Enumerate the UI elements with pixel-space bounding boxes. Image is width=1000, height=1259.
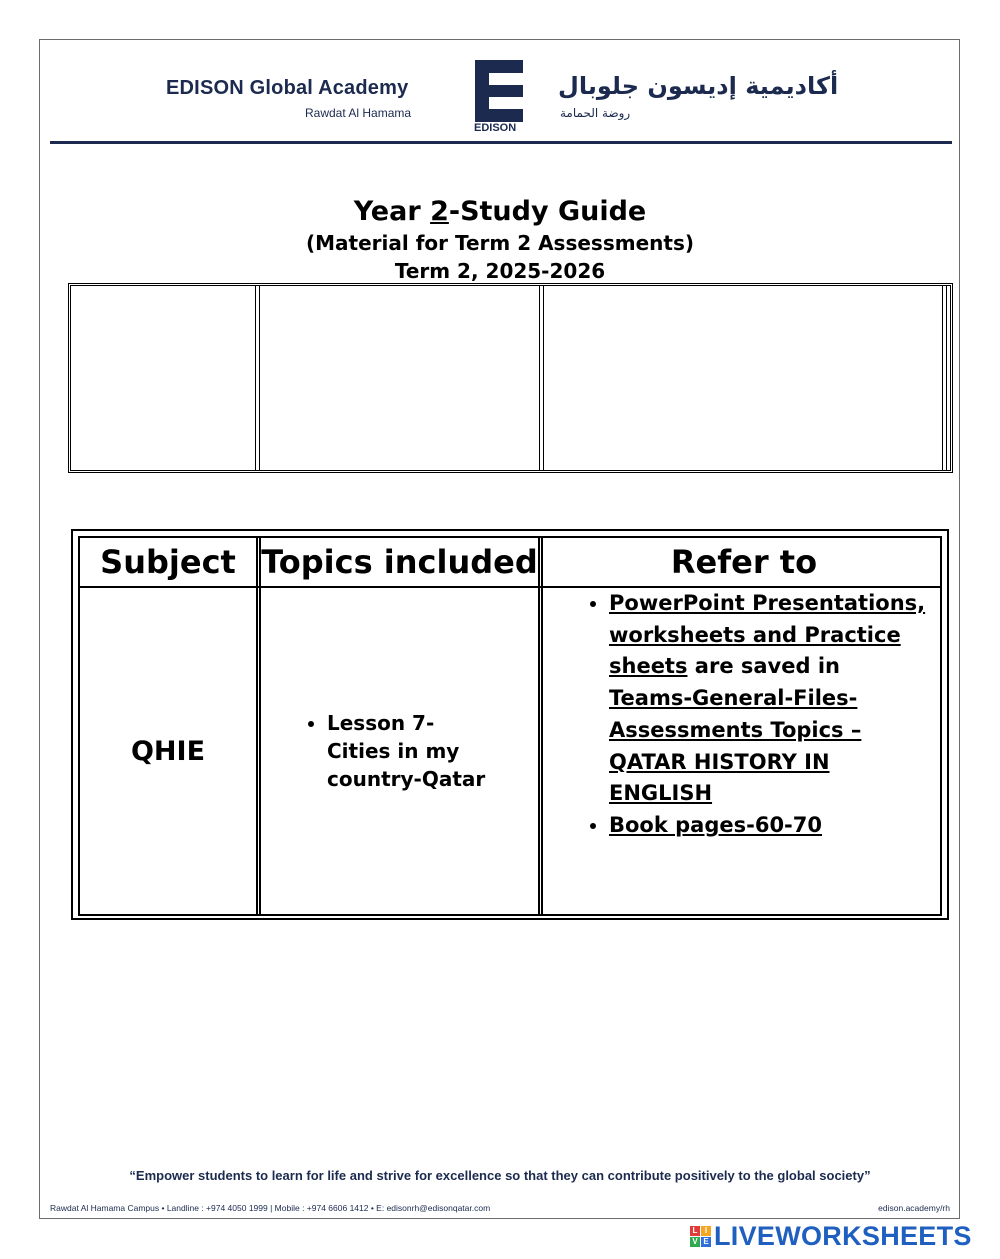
liveworksheets-wordmark: LIVEWORKSHEETS [714,1220,972,1251]
refer-item-materials [609,588,927,810]
blank-table [68,283,953,473]
refer-item-book [609,810,927,842]
school-motto: “Empower students to learn for life and strive for excellence so that they can contribute positively to the global society” [129,1168,871,1183]
refer-connector-text: are saved in [687,654,840,679]
subject-cell: QHIE [130,735,206,767]
campus-name-ar: روضة الحمامة [560,106,631,120]
study-guide-table-inner [78,536,942,916]
term-label: Term 2, 2025-2026 [394,259,606,283]
liveworksheets-logo [690,1222,972,1250]
refer-list [543,588,945,842]
header-divider [50,141,952,144]
title-prefix: Year [353,196,431,227]
page-title [0,196,1000,227]
title-year: 2 [430,196,449,227]
header-subject: Subject [100,543,236,581]
refer-materials-text: PowerPoint Presentations, worksheets and Practice sheets [609,591,926,679]
grid-letter: V [690,1237,700,1247]
refer-location-text: Teams-General-Files-Assessments Topics – QATAR HISTORY IN ENGLISH [609,686,862,806]
blank-table-divider [539,286,544,470]
footer-contact: Rawdat Al Hamama Campus • Landline : +974 4050 1999 | Mobile : +974 6606 1412 • E: edisonrh@edisonqatar.com [50,1203,491,1213]
logo-wordmark: EDISON [474,122,517,134]
grid-letter: E [701,1237,711,1247]
page-subtitle: (Material for Term 2 Assessments) [306,231,694,255]
edison-logo-icon [475,60,523,122]
grid-letter: I [701,1226,711,1236]
blank-table-divider [255,286,260,470]
liveworksheets-grid-icon [690,1226,711,1247]
title-suffix: -Study Guide [448,196,647,227]
footer-website: edison.academy/rh [878,1203,950,1213]
study-guide-table [71,529,949,920]
refer-book-text: Book pages-60-70 [609,812,822,837]
topic-item: • Lesson 7-Cities in my country-Qatar [327,709,497,793]
school-name-ar: أكاديمية إديسون جلوبال [558,72,839,100]
school-name-en: EDISON Global Academy [166,77,409,99]
topics-cell [261,588,538,914]
header-refer: Refer to [670,543,818,581]
topics-list [261,709,497,793]
refer-cell [543,588,945,914]
header-topics: Topics included [261,543,538,581]
blank-table-divider [942,286,947,470]
grid-letter: L [690,1226,700,1236]
campus-name-en: Rawdat Al Hamama [305,106,412,120]
